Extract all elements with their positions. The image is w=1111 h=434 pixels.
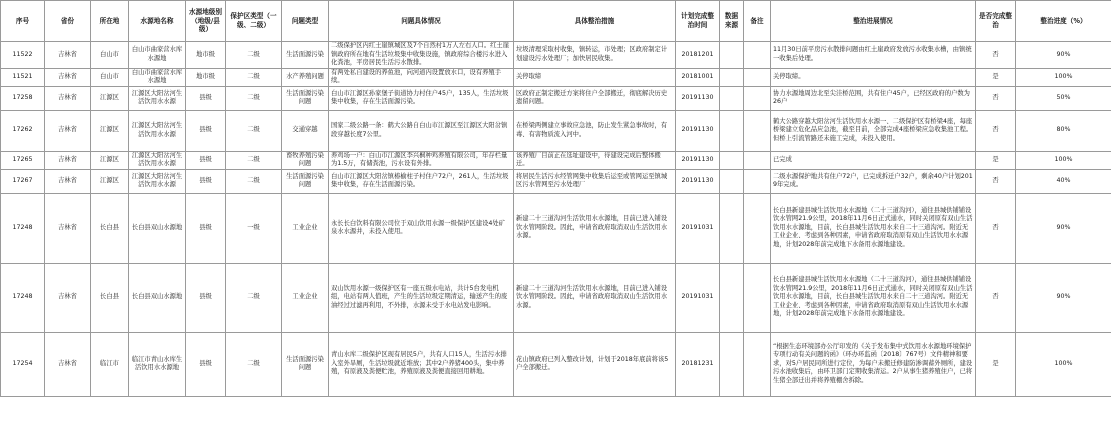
table-row <box>1 68 1111 86</box>
cell-problem: 二级保护区内红土崖镇城区及7个自然村1万人左右人口。红土崖镇政府所在地有生活垃圾集中收集设施，镇政府综合楼污水进入化粪池，平房居民生活污水散排。 <box>329 42 514 69</box>
cell-progress: 关停取缔。 <box>771 68 976 86</box>
cell-measures: 该养殖厂目前正在选址建设中，待建设完成后整体搬迁。 <box>514 151 676 169</box>
cell-province: 吉林省 <box>45 332 91 396</box>
header-cell: 保护区类型（一级、二级） <box>226 1 282 42</box>
cell-progress: 11月30日前平房污水散排问题由红土崖政府发放污水收集水槽，由镇统一收集后处理。 <box>771 42 976 69</box>
cell-type: 水产养殖问题 <box>282 68 329 86</box>
cell-location: 白山市 <box>91 42 129 69</box>
cell-type: 工业企业 <box>282 193 329 263</box>
cell-remark <box>744 68 771 86</box>
cell-problem: 青山水库二级保护区现有居民5户，共有人口15人，生活污水排入室外旱厕，生活垃圾就近堆放；其中2户养猪400头，集中养殖，有原液及粪便贮池，养殖原液及粪便直接回用耕地。 <box>329 332 514 396</box>
cell-remark <box>744 86 771 110</box>
cell-pct: 100% <box>1016 68 1111 86</box>
cell-progress: “根据生态环境部办公厅印发的《关于发布集中式饮用水水源地环境保护专项行动有关问题的函》（环办环监函〔2018〕767号）文件精神和要求，对5户居民同所进行定位，为每户未搬迁修建防渗调蓄外厕所，建设污水池收集后，由环卫部门定期收集清运。2户从事生猪养殖住户，已将生猪全部迁出并将养殖棚舍拆除。 <box>771 332 976 396</box>
cell-location: 临江市 <box>91 332 129 396</box>
cell-zone: 二级 <box>226 42 282 69</box>
cell-datasrc <box>720 86 744 110</box>
cell-measures: 新建二十三道沟河生活饮用水水源地，目前已进入铺设饮水管网阶段。因此，申请省政府取消双山生活饮用水水源。 <box>514 193 676 263</box>
cell-measures: 垃圾清理采取村收集，镇转运，市处理；区政府制定计划建设污水处理厂；加快居民收集。 <box>514 42 676 69</box>
cell-level: 地市级 <box>186 42 226 69</box>
cell-id: 17248 <box>1 193 45 263</box>
table-row <box>1 263 1111 332</box>
cell-level: 县级 <box>186 193 226 263</box>
cell-measures: 新建二十三道沟河生活饮用水水源地，目前已进入铺设饮水管网阶段。因此，申请省政府取消双山生活饮用水水源。 <box>514 263 676 332</box>
cell-location: 江源区 <box>91 169 129 193</box>
cell-datasrc <box>720 151 744 169</box>
cell-id: 17258 <box>1 86 45 110</box>
cell-level: 县级 <box>186 263 226 332</box>
header-cell: 数据来源 <box>720 1 744 42</box>
cell-deadline: 20191031 <box>676 263 720 332</box>
cell-type: 工业企业 <box>282 263 329 332</box>
header-cell: 具体整治措施 <box>514 1 676 42</box>
cell-measures: 在桥梁两侧建立事故应急池，防止发生紧急事故时，有毒、有害物质流入河中。 <box>514 110 676 151</box>
cell-progress: 长白县新建县城生活饮用水水源地（二十三道沟河），通往县城供铺铺设饮水管网21.9公里，2018年11月6日正式通水，同时关闭原有双山生活饮用水水源地，目前，长白县城生活饮用水来自二十三道沟河。附近无工业企业、考虑到各种因素，申请省政府取消原有双山生活饮用水水源地，计划2028年前完成地下水备用水源地建设。 <box>771 193 976 263</box>
cell-type: 交通穿越 <box>282 110 329 151</box>
header-cell: 水源地级别（地级/县级） <box>186 1 226 42</box>
cell-pct: 100% <box>1016 332 1111 396</box>
cell-measures: 花山镇政府已列入整改计划，计划于2018年底前将该5户全部搬迁。 <box>514 332 676 396</box>
cell-progress: 二级水源保护地共有住户72户，已完成拆迁户32户，剩余40户计划2019年完成。 <box>771 169 976 193</box>
cell-measures: 将居民生活污水经管网集中收集后运至或管网运至镇城区污水管网至污水处理厂 <box>514 169 676 193</box>
cell-pct: 40% <box>1016 169 1111 193</box>
cell-zone: 一级 <box>226 193 282 263</box>
cell-location: 长白县 <box>91 193 129 263</box>
cell-location: 白山市 <box>91 68 129 86</box>
cell-deadline: 20191031 <box>676 193 720 263</box>
cell-source: 长白县双山水源地 <box>129 263 186 332</box>
cell-type: 生活面源污染 <box>282 42 329 69</box>
cell-province: 吉林省 <box>45 42 91 69</box>
cell-deadline: 20191130 <box>676 169 720 193</box>
header-cell: 备注 <box>744 1 771 42</box>
cell-id: 17248 <box>1 263 45 332</box>
cell-done: 否 <box>976 169 1016 193</box>
table-row <box>1 169 1111 193</box>
cell-level: 县级 <box>186 151 226 169</box>
cell-province: 吉林省 <box>45 110 91 151</box>
cell-done: 否 <box>976 86 1016 110</box>
cell-deadline: 20181231 <box>676 332 720 396</box>
cell-id: 17262 <box>1 110 45 151</box>
table-row <box>1 42 1111 69</box>
cell-datasrc <box>720 68 744 86</box>
cell-deadline: 20191130 <box>676 151 720 169</box>
cell-province: 吉林省 <box>45 193 91 263</box>
cell-source: 江源区大阳岔河生活饮用水水源 <box>129 86 186 110</box>
cell-zone: 二级 <box>226 110 282 151</box>
cell-level: 县级 <box>186 332 226 396</box>
cell-progress: 长白县新建县城生活饮用水水源地（二十三道沟河），通往县城供铺铺设饮水管网21.9公里，2018年11月6日正式通水，同时关闭原有双山生活饮用水水源地，目前，长白县城生活饮用水来自二十三道沟河。附近无工业企业、考虑到各种因素，申请省政府取消原有双山生活饮用水水源地，计划2028年前完成地下水备用水源地建设。 <box>771 263 976 332</box>
cell-problem: 有两处私自建设的养鱼池，向河道内设置放水口，设有养殖手续。 <box>329 68 514 86</box>
cell-id: 17265 <box>1 151 45 169</box>
cell-zone: 二级 <box>226 169 282 193</box>
cell-province: 吉林省 <box>45 151 91 169</box>
cell-type: 生活面源污染问题 <box>282 169 329 193</box>
cell-type: 畜牧养殖污染问题 <box>282 151 329 169</box>
header-cell: 省份 <box>45 1 91 42</box>
cell-location: 江源区 <box>91 110 129 151</box>
cell-id: 17254 <box>1 332 45 396</box>
cell-datasrc <box>720 42 744 69</box>
table-row <box>1 151 1111 169</box>
cell-source: 白山市曲家营水库水源地 <box>129 68 186 86</box>
cell-level: 县级 <box>186 86 226 110</box>
cell-province: 吉林省 <box>45 68 91 86</box>
cell-datasrc <box>720 332 744 396</box>
header-cell: 序号 <box>1 1 45 42</box>
header-cell: 水源地名称 <box>129 1 186 42</box>
cell-zone: 二级 <box>226 263 282 332</box>
cell-done: 否 <box>976 263 1016 332</box>
cell-type: 生活面源污染问题 <box>282 332 329 396</box>
cell-pct: 50% <box>1016 86 1111 110</box>
cell-level: 地市级 <box>186 68 226 86</box>
cell-id: 11521 <box>1 68 45 86</box>
header-cell: 计划完成整治时间 <box>676 1 720 42</box>
cell-pct: 90% <box>1016 42 1111 69</box>
table-body <box>1 42 1111 397</box>
cell-problem: 双山饮用水源一级保护区有一座五级水电站，共计5台发电机组，电站有两人值班，产生的生活垃圾定期清运，输送产生的废油经过过滤再利用，不外排，水源未受于水电站发电影响。 <box>329 263 514 332</box>
cell-problem: 白山市江源区孙家堡子街道协力村住户45户，135人，生活垃圾集中收集，存在生活面源污染。 <box>329 86 514 110</box>
cell-done: 是 <box>976 68 1016 86</box>
cell-pct: 90% <box>1016 263 1111 332</box>
cell-pct: 100% <box>1016 151 1111 169</box>
cell-zone: 二级 <box>226 86 282 110</box>
cell-source: 江源区大阳岔河生活饮用水水源 <box>129 110 186 151</box>
cell-location: 江源区 <box>91 151 129 169</box>
cell-datasrc <box>720 263 744 332</box>
cell-remark <box>744 42 771 69</box>
cell-id: 11522 <box>1 42 45 69</box>
table-row <box>1 110 1111 151</box>
cell-deadline: 20181201 <box>676 42 720 69</box>
cell-done: 是 <box>976 151 1016 169</box>
cell-problem: 养鸡场一户：白山市江源区李兴桐种鸡养殖有限公司，年存栏量为1.5万，有储粪池，污水设有外排。 <box>329 151 514 169</box>
cell-level: 县级 <box>186 110 226 151</box>
header-cell: 问题类型 <box>282 1 329 42</box>
cell-source: 长白县双山水源地 <box>129 193 186 263</box>
cell-remark <box>744 110 771 151</box>
cell-datasrc <box>720 110 744 151</box>
cell-remark <box>744 151 771 169</box>
cell-done: 是 <box>976 332 1016 396</box>
header-cell: 是否完成整治 <box>976 1 1016 42</box>
cell-source: 江源区大阳岔河生活饮用水水源 <box>129 169 186 193</box>
cell-measures: 区政府正制定搬迁方案将住户全部搬迁，彻底解决历史遗留问题。 <box>514 86 676 110</box>
header-cell: 整治进展情况 <box>771 1 976 42</box>
header-cell: 整治进度（%） <box>1016 1 1111 42</box>
cell-problem: 国家二级公路一条：鹤大公路自白山市江源区至江源区大阳岔镇段穿越长度7公里。 <box>329 110 514 151</box>
cell-remark <box>744 332 771 396</box>
cell-source: 江源区大阳岔河生活饮用水水源 <box>129 151 186 169</box>
table-row <box>1 86 1111 110</box>
cell-progress: 协力水源地周边北至尖洼桥范围，共有住户45户，已经区政府的户数为26户 <box>771 86 976 110</box>
table-row <box>1 193 1111 263</box>
cell-remark <box>744 263 771 332</box>
cell-zone: 二级 <box>226 332 282 396</box>
cell-zone: 二级 <box>226 68 282 86</box>
cell-deadline: 20181001 <box>676 68 720 86</box>
cell-measures: 关停取缔 <box>514 68 676 86</box>
cell-done: 否 <box>976 110 1016 151</box>
cell-province: 吉林省 <box>45 263 91 332</box>
cell-id: 17267 <box>1 169 45 193</box>
cell-level: 县级 <box>186 169 226 193</box>
cell-datasrc <box>720 193 744 263</box>
cell-remark <box>744 169 771 193</box>
cell-province: 吉林省 <box>45 86 91 110</box>
cell-deadline: 20191130 <box>676 86 720 110</box>
cell-type: 生活面源污染问题 <box>282 86 329 110</box>
cell-pct: 90% <box>1016 193 1111 263</box>
header-cell: 问题具体情况 <box>329 1 514 42</box>
cell-source: 临江市青山水库生活饮用水水源地 <box>129 332 186 396</box>
table-row <box>1 332 1111 396</box>
cell-problem: 白山市江源区大阳岔镇椿榆柱子村住户72户，261人，生活垃圾集中收集，存在生活面源污染。 <box>329 169 514 193</box>
cell-zone: 二级 <box>226 151 282 169</box>
cell-done: 否 <box>976 193 1016 263</box>
cell-progress: 已完成 <box>771 151 976 169</box>
header-row <box>1 1 1111 42</box>
cell-source: 白山市曲家营水库水源地 <box>129 42 186 69</box>
cell-datasrc <box>720 169 744 193</box>
cell-remark <box>744 193 771 263</box>
cell-province: 吉林省 <box>45 169 91 193</box>
cell-progress: 鹤大公路穿越大阳岔河生活饮用水水源一、二级保护区有桥梁4座，每座桥梁建立危化品应急池，截至目前，全部完成4座桥梁应急收集池工程。但桥上引流管路还未施工完成，未投入使用。 <box>771 110 976 151</box>
cell-pct: 80% <box>1016 110 1111 151</box>
cell-deadline: 20191130 <box>676 110 720 151</box>
cell-problem: 永长长白饮料有限公司位于双山饮用水源一级保护区建设4处矿泉水水源井，未投入使用。 <box>329 193 514 263</box>
cell-location: 江源区 <box>91 86 129 110</box>
header-cell: 所在地 <box>91 1 129 42</box>
cell-location: 长白县 <box>91 263 129 332</box>
cell-done: 否 <box>976 42 1016 69</box>
